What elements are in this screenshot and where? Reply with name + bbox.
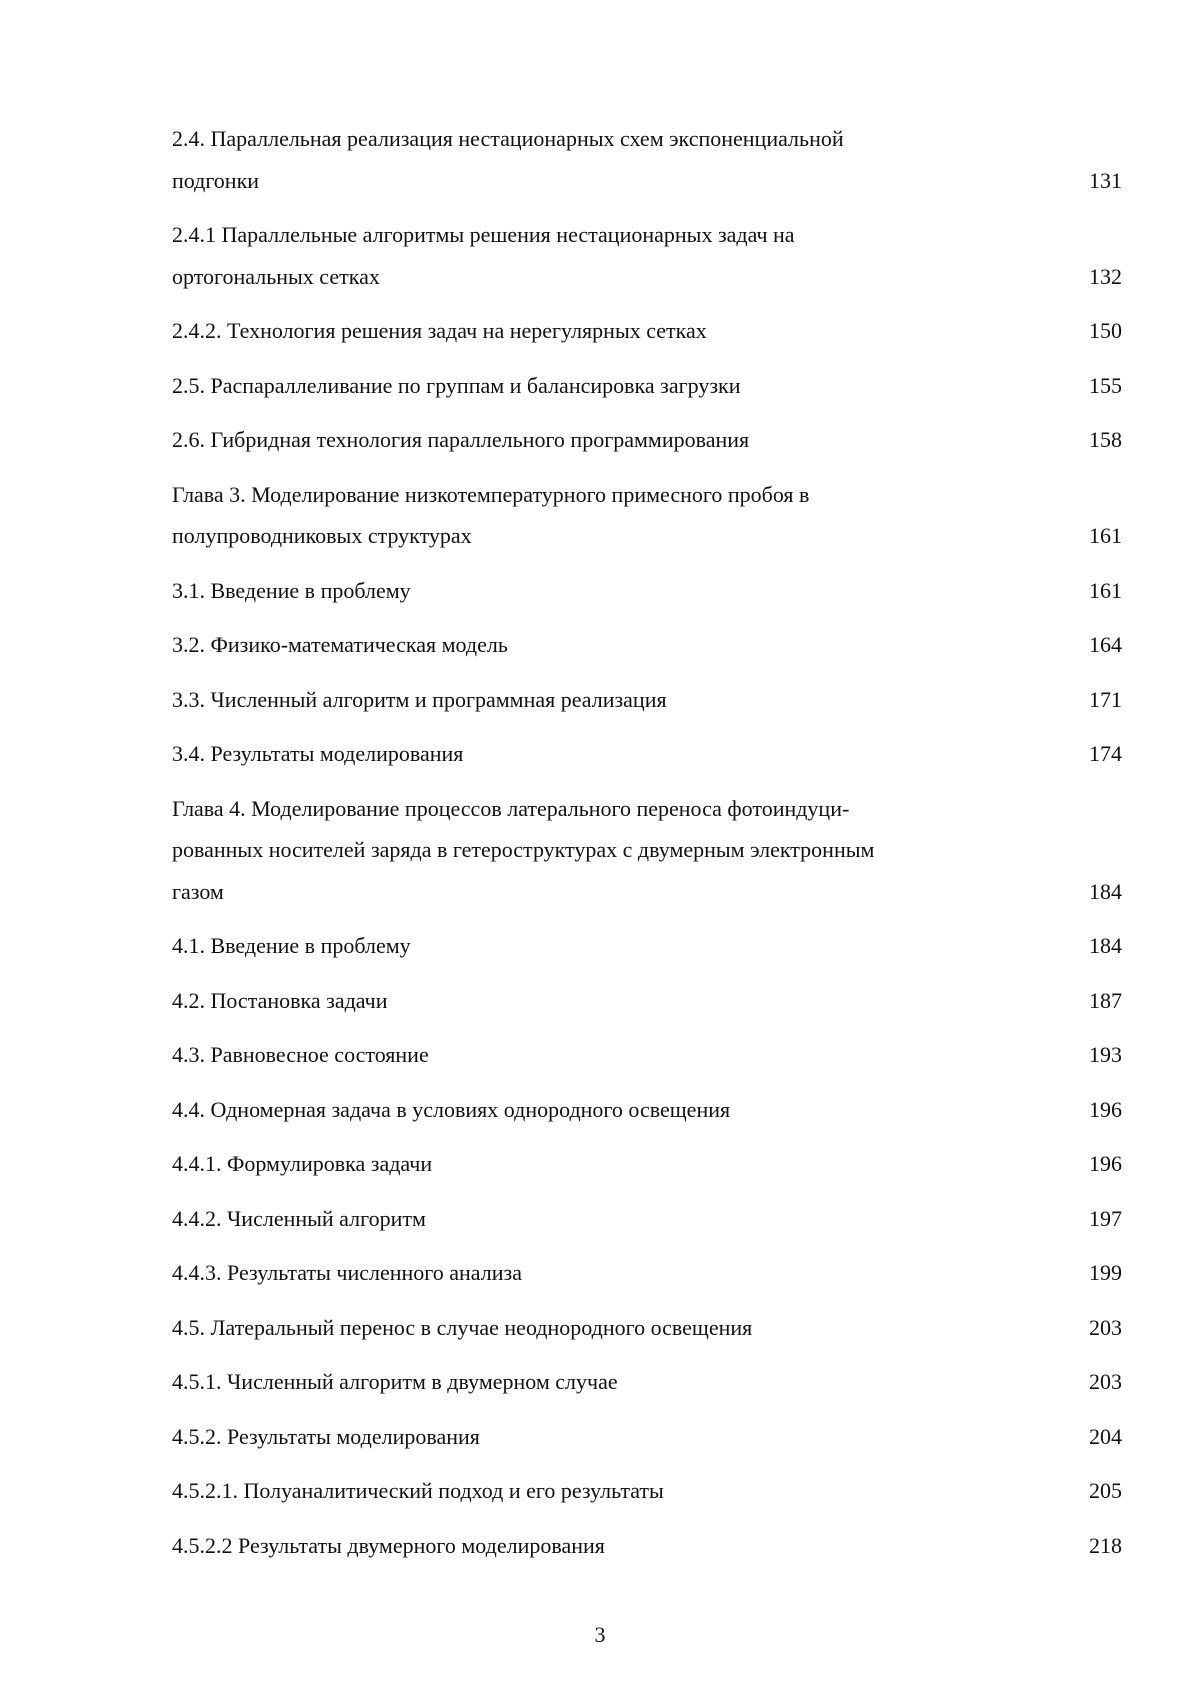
toc-entry [172,624,1122,666]
toc-entry [172,1416,1122,1458]
toc-entry [172,419,1122,461]
toc-entry [172,1089,1122,1131]
toc-entry-title: 2.4.1 Параллельные алгоритмы решения нестационарных задач на ортогональных сетках [172,222,795,289]
toc-entry [172,1307,1122,1349]
toc-entry [172,1198,1122,1240]
toc-entry-title: 3.1. Введение в проблему [172,577,411,603]
toc-entry-title: Глава 4. Моделирование процессов латерального переноса фотоиндуци- рованных носителей заряда в гетероструктурах с двумерным электронным газом [172,795,875,904]
toc-entry-page: 161 [1089,523,1122,548]
toc-entry [172,1470,1122,1512]
toc-entry-page: 193 [1089,1042,1122,1067]
toc-entry-title: 4.1. Введение в проблему [172,933,411,958]
toc-entry-title: 3.2. Физико-математическая модель [172,632,508,657]
toc-entry-page: 218 [1089,1532,1122,1558]
toc-entry [172,214,1122,297]
toc-entry [172,1361,1122,1403]
toc-entry-title: 4.4.1. Формулировка задачи [172,1151,433,1176]
toc-entry-page: 203 [1089,1369,1122,1394]
toc-entry-page: 184 [1089,878,1122,904]
toc-entry-page: 187 [1089,987,1122,1013]
toc-entry-page: 155 [1089,372,1122,398]
toc-entry-title: 2.6. Гибридная технология параллельного программирования [172,427,750,452]
toc-entry-page: 203 [1089,1314,1122,1340]
table-of-contents [172,118,1122,1579]
toc-entry-title: 4.4. Одномерная задача в условиях однородного освещения [172,1096,731,1122]
toc-entry [172,980,1122,1022]
toc-entry [172,788,1122,913]
toc-entry [172,474,1122,557]
toc-entry [172,1143,1122,1185]
toc-entry [172,570,1122,612]
toc-entry-title: 4.5.2.1. Полуаналитический подход и его результаты [172,1478,664,1503]
toc-entry-title: 4.5.1. Численный алгоритм в двумерном случае [172,1369,618,1394]
toc-entry-title: 3.4. Результаты моделирования [172,741,464,766]
toc-entry-page: 150 [1089,318,1122,343]
toc-entry-title: 4.5.2. Результаты моделирования [172,1423,480,1449]
toc-entry-page: 197 [1089,1205,1122,1231]
toc-entry-title: 4.5.2.2 Результаты двумерного моделирования [172,1532,605,1558]
toc-entry [172,1252,1122,1294]
toc-entry-title: 4.2. Постановка задачи [172,987,388,1013]
toc-entry [172,679,1122,721]
toc-entry [172,925,1122,967]
toc-entry-page: 171 [1089,686,1122,712]
toc-entry-title: 4.5. Латеральный перенос в случае неоднородного освещения [172,1314,753,1340]
toc-entry-page: 205 [1089,1478,1122,1503]
toc-entry-page: 131 [1089,167,1122,193]
toc-entry-page: 174 [1089,741,1122,766]
toc-entry-title: 4.4.2. Численный алгоритм [172,1205,426,1231]
toc-entry-page: 161 [1089,577,1122,603]
toc-entry-title: Глава 3. Моделирование низкотемпературного примесного пробоя в полупроводниковых структурах [172,481,810,548]
toc-entry-title: 3.3. Численный алгоритм и программная реализация [172,686,667,712]
toc-entry-page: 204 [1089,1423,1122,1449]
toc-entry [172,365,1122,407]
toc-entry [172,118,1122,201]
toc-entry [172,310,1122,352]
toc-entry [172,733,1122,775]
toc-entry-title: 2.4.2. Технология решения задач на нерегулярных сетках [172,318,707,343]
toc-entry-page: 184 [1089,933,1122,958]
toc-entry [172,1034,1122,1076]
toc-entry-page: 158 [1089,427,1122,452]
toc-entry-page: 199 [1089,1260,1122,1285]
toc-entry-page: 132 [1089,263,1122,289]
page-number: 3 [594,1622,606,1647]
toc-entry-title: 4.3. Равновесное состояние [172,1042,429,1067]
toc-entry-title: 2.4. Параллельная реализация нестационарных схем экспоненциальной подгонки [172,126,844,193]
toc-entry-page: 164 [1089,632,1122,657]
toc-entry [172,1525,1122,1567]
toc-entry-page: 196 [1089,1096,1122,1122]
toc-entry-title: 2.5. Распараллеливание по группам и балансировка загрузки [172,372,741,398]
toc-entry-page: 196 [1089,1151,1122,1176]
toc-entry-title: 4.4.3. Результаты численного анализа [172,1260,522,1285]
